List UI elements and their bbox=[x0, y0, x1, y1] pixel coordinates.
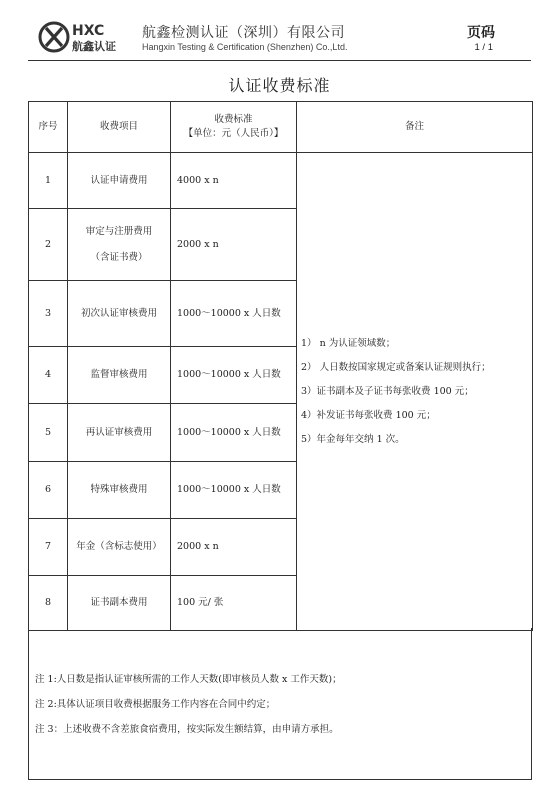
note-line: 注 3：上述收费不含差旅食宿费用，按实际发生额结算，由申请方承担。 bbox=[35, 724, 339, 735]
header-unit: 【单位：元（人民币）】 bbox=[183, 128, 284, 139]
page-title: 认证收费标准 bbox=[228, 76, 331, 95]
row-no: 7 bbox=[29, 519, 68, 576]
header-no: 序号 bbox=[29, 102, 68, 153]
row-fee: 2000 x n bbox=[171, 209, 297, 281]
header-remarks: 备注 bbox=[297, 102, 533, 153]
row-item-line: （含证书费） bbox=[90, 251, 148, 263]
row-item: 年金（含标志使用） bbox=[68, 519, 171, 576]
row-item: 证书副本费用 bbox=[68, 576, 171, 631]
note-line: 注 1:人日数是指认证审核所需的工作人天数(即审核员人数 x 工作天数)； bbox=[35, 674, 342, 685]
notes-box bbox=[28, 628, 532, 780]
remark-line: 4）补发证书每张收费 100 元； bbox=[301, 409, 436, 421]
company-logo bbox=[38, 20, 136, 54]
row-item: 认证申请费用 bbox=[68, 153, 171, 209]
remark-line: 5）年金每年交纳 1 次。 bbox=[301, 433, 405, 445]
row-fee: 1000～10000 x 人日数 bbox=[171, 347, 297, 404]
svg-text:航鑫认证: 航鑫认证 bbox=[72, 40, 116, 53]
page-number: 1 / 1 bbox=[474, 42, 493, 53]
company-name-cn: 航鑫检测认证（深圳）有限公司 bbox=[142, 25, 345, 41]
row-item bbox=[68, 209, 171, 281]
row-item: 初次认证审核费用 bbox=[68, 281, 171, 347]
note-line: 注 2:具体认证项目收费根据服务工作内容在合同中约定； bbox=[35, 699, 276, 710]
company-name-en: Hangxin Testing & Certification (Shenzhen) Co.,Ltd. bbox=[142, 42, 348, 52]
remark-line: 1） n 为认证领域数； bbox=[301, 337, 396, 349]
row-no: 3 bbox=[29, 281, 68, 347]
header-divider bbox=[28, 60, 531, 61]
row-no: 6 bbox=[29, 462, 68, 519]
row-fee: 1000～10000 x 人日数 bbox=[171, 404, 297, 462]
row-item: 特殊审核费用 bbox=[68, 462, 171, 519]
row-fee: 1000～10000 x 人日数 bbox=[171, 462, 297, 519]
row-fee: 2000 x n bbox=[171, 519, 297, 576]
row-item: 监督审核费用 bbox=[68, 347, 171, 404]
row-no: 8 bbox=[29, 576, 68, 631]
svg-text:HXC: HXC bbox=[72, 23, 105, 39]
remarks-cell bbox=[297, 153, 533, 631]
header-item: 收费项目 bbox=[68, 102, 171, 153]
fee-table bbox=[28, 101, 533, 631]
remark-line: 3）证书副本及子证书每张收费 100 元； bbox=[301, 385, 474, 397]
remark-line: 2） 人日数按国家规定或备案认证规则执行； bbox=[301, 361, 491, 373]
row-no: 1 bbox=[29, 153, 68, 209]
row-item: 再认证审核费用 bbox=[68, 404, 171, 462]
row-no: 5 bbox=[29, 404, 68, 462]
row-no: 4 bbox=[29, 347, 68, 404]
row-fee: 100 元/ 张 bbox=[171, 576, 297, 631]
row-fee: 4000 x n bbox=[171, 153, 297, 209]
row-no: 2 bbox=[29, 209, 68, 281]
row-fee: 1000～10000 x 人日数 bbox=[171, 281, 297, 347]
page-label: 页码 bbox=[467, 25, 495, 41]
header-standard-label: 收费标准 bbox=[214, 114, 253, 125]
row-item-line: 审定与注册费用 bbox=[85, 225, 153, 237]
table-row bbox=[29, 153, 533, 209]
header-standard bbox=[171, 102, 297, 153]
table-header-row bbox=[29, 102, 533, 153]
document-header bbox=[0, 0, 559, 60]
